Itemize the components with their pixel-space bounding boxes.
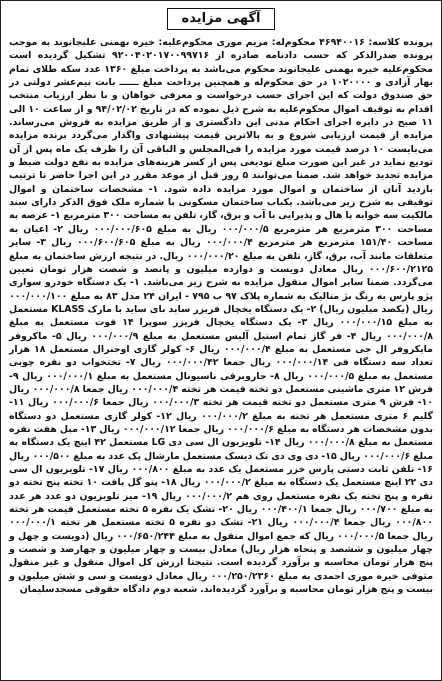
notice-title: آگهی مزایده bbox=[167, 8, 276, 30]
notice-paragraph: پرونده کلاسه: ۴۶۹۴۰۰۱۶ محکوم‌له: مریم موری محکوم‌علیه: خیره بهمنی علیجانوند به موجب پرونده صدرالذکر که حسب دادنامه صادره از ۹۲۰۰۴۰۲۰۱۷۰۰۹۹۷۱۶ تشکیل گردیده است محکوم‌علیه خیره بهمنی علیجانوند محکوم می‌باشد به پرداخت مبلغ ۱۳۶۰ عدد سکه طلای تمام بهار آزادی و ۱۰۲۰۰۰۰ در حق محکوم‌له و همچنین پرداخت مبلغ ــــــ بابت نیم‌عشر دولتی در حق صندوق دولت که این اجرای حسب درخواست و معرفی خواهان و با نظر ارزیاب منتخب اقدام به توقیف اموال محکوم‌علیه به شرح ذیل نموده که در تاریخ ۹۴/۰۲/۰۲ و از ساعت ۱۰ الی ۱۱ صبح در دایره اجرای احکام مدنی این دادگستری و از طریق مزایده به فروش می‌رساند. مزایده از قیمت ارزیابی شروع و به بالاترین قیمت پیشنهادی واگذار می‌گردد برنده مزایده می‌بایست ۱۰ درصد قیمت مورد مزایده را فی‌المجلس و الباقی آن را ظرف یک ماه پس از آن تودیع نماید در غیر این صورت مبلغ تودیعی پس از کسر هزینه‌های مزایده به نفع دولت ضبط و مزایده تجدید خواهد شد. ضمنا می‌توانند ۵ روز قبل از موعد مقرر در این اجرا حاضر تا ترتیب بازدید آنان از ساختمان و اموال مورد مزایده داده شود. ۱- مشخصات ساختمان و اموال توقیفی به شرح زیر می‌باشد. یکباب ساختمان مسکونی با شماره ملک فوق الذکر دارای سند مالکیت سه خوابه با هال و پذیرایی با آب و برق، گاز، تلفن به مساحت ۳۰۰ مترمربع ۱- عرصه به مساحت ۳۰۰ مترمربع هر مترمربع ۰۰۰/۰۰۰/۵ ریال به مبلغ ۰۰۰/۰۰۰/۶۰۵ ریال ۲- اعیان به مساحت ۱۵۱/۴۰ مترمربع هر مترمربع ۰۰۰/۰۰۰/۴ ریال به مبلغ ۰۰۰/۶۰۰/۶۰۵ ریال ۳- سایر متعلقات مانند آب، برق، گاز، تلفن به مبلغ ۰۰۰/۰۰۰/۲۰ ریال. در نتیجه ارزش ساختمان به مبلغ ۰۰۰/۶۰۰/۲۱۲۵ ریال معادل دویست و دوازده میلیون و پانصد و شصت هزار تومان تعیین می‌گردد. ضمنا سایر اموال منقول مزایده به شرح زیر می‌باشد. ۱- یک دستگاه خودرو سواری پژو پارس به رنگ بژ متالیک به شماره پلاک ۹۷ ب ۷۹۵ - ایران ۲۴ مدل ۸۳ به مبلغ ۰۰۰/۰۰۰/۱۰۰ ریال (یکصد میلیون ریال) ۲- یک دستگاه یخچال فریزر ساید بای ساید با مارک KLASS مستعمل به مبلغ ۰۰۰/۰۰۰/۱۵ ریال ۳- یک دستگاه یخچال فریزر سوپرا ۱۴ فوت مستعمل به مبلغ ۰۰۰/۰۰۰/۸ ریال ۴- فر گاز تمام استیل آلیس مستعمل به مبلغ ۰۰۰/۰۰۰/۹ ریال ۵- ماکروفر مایکروفر ال جی مستعمل به مبلغ ۰۰۰/۰۰۰/۴ ریال ۶- کولر گازی اوجنرال مستعمل ۱۸ هزار تعداد سه دستگاه فی ۰۰۰/۰۰۰/۱۴ ریال جمعا ۰۰۰/۰۰۰/۴۲ ریال ۷- تختخواب دو نفره چوبی مستعمل به مبلغ ۰۰۰/۰۰۰/۵ ریال ۸- جاروبرقی ناسیونال مستعمل به مبلغ ۰۰۰/۰۰۰/۱ ریال ۹- فرش ۱۲ متری ماشینی مستعمل دو تخته قیمت هر تخته ۰۰۰/۰۰۰/۴ ریال جمعا ۰۰۰/۰۰۰/۸ ریال ۱۰- فرش ۹ متری مستعمل دو تخته قیمت هر تخته ۰۰۰/۰۰۰/۳ ریال جمعا ۰۰۰/۰۰۰/۶ ریال ۱۱- گلیم ۶ متری مستعمل هر تخته به مبلغ ۰۰۰/۰۰۰/۲ ریال ۱۲- کولر گازی مستعمل دو دستگاه بدون مشخصات هر دستگاه به مبلغ ۰۰۰/۰۰۰/۶ ریال جمعا ۰۰۰/۰۰۰/۱۲ ریال ۱۳- مبل هفت نفره مستعمل به مبلغ ۰۰۰/۰۰۰/۸ ریال ۱۴- تلویزیون ال سی دی LG مستعمل ۴۲ اینچ یک دستگاه به مبلغ ۰۰۰/۰۰۰/۶ ریال ۱۵- دی وی دی تک دیسک مستعمل مارشال یک عدد به مبلغ ۰۰۰/۵۰۰ ریال ۱۶- تلفن ثابت دستی پارس خزر مستعمل یک عدد به مبلغ ۰۰۰/۸۰۰ ریال ۱۷- تلویزیون ال سی دی ۲۲ اینچ مستعمل یک دستگاه به مبلغ ۰۰۰/۰۰۰/۲ ریال ۱۸- پتو گل بافت ۱۰ تخته پنج تخته دو نفره و پنج تخته یک نفره مستعمل روی هم ۰۰۰/۰۰۰/۲ ریال ۱۹- میز تلویزیون دو عدد هر عدد به مبلغ ۰۰۰/۷۰۰ ریال جمعا ۰۰۰/۴۰۰/۱ ریال ۲۰- تشک یک نفره ۵ تخته مستعمل قیمت هر تخته ۰۰۰/۸۰۰ ریال جمعا ۰۰۰/۰۰۰/۴ ریال ۲۱- تشک دو نفره ۵ تخته مستعمل هر تخته ۰۰۰/۰۰۰/۱ ریال جمعا ۰۰۰/۰۰۰/۵ ریال که جمع اموال منقول به مبلغ ۰۰۰/۶۵۰/۲۴۴ ریال (دویست و چهل و چهار میلیون و ششصد و پنجاه هزار ریال) معادل بیست و چهار میلیون و چهارصد و شصت و پنج هزار تومان محاسبه و برآورد گردیده است. نتیجتا ارزش کل اموال منقول و غیر منقول متوفی خیره موری احمدی به مبلغ ۰۰۰/۲۵۰/۲۳۶۰ ریال معادل دویست و سی و شش میلیون و بیست و پنج هزار تومان محاسبه و برآورد گردیده‌اند. شعبه دوم دادگاه حقوقی مسجدسلیمان bbox=[9, 37, 434, 596]
notice-body bbox=[9, 36, 433, 596]
notice-title-bar bbox=[9, 8, 433, 30]
